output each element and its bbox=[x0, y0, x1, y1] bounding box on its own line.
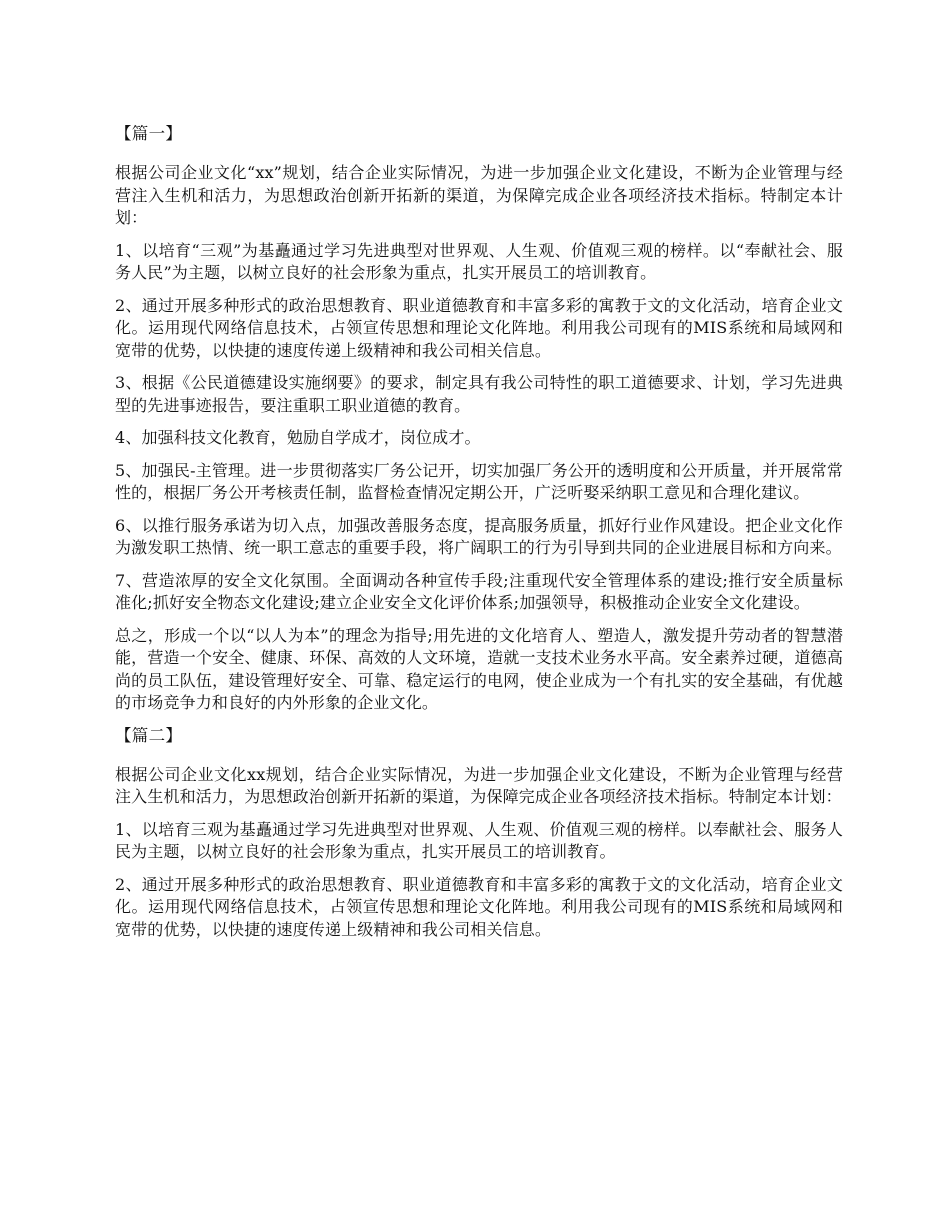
section-1-paragraph-2: 2、通过开展多种形式的政治思想教育、职业道德教育和丰富多彩的寓教于文的文化活动，培育企业文化。运用现代网络信息技术，占领宣传思想和理论文化阵地。利用我公司现有的MIS系统和局域网和宽带的优势，以快捷的速度传递上级精神和我公司相关信息。 bbox=[115, 295, 843, 360]
section-1-paragraph-4: 4、加强科技文化教育，勉励自学成才，岗位成才。 bbox=[115, 428, 481, 447]
section-1-paragraph-3: 3、根据《公民道德建设实施纲要》的要求，制定具有我公司特性的职工道德要求、计划，学习先进典型的先进事迹报告，要注重职工职业道德的教育。 bbox=[115, 373, 843, 415]
section-1-title: 【篇一】 bbox=[115, 124, 183, 143]
section-1-paragraph-intro: 根据公司企业文化“xx”规划，结合企业实际情况，为进一步加强企业文化建设，不断为企业管理与经营注入生机和活力，为思想政治创新开拓新的渠道，为保障完成企业各项经济技术指标。特制定本计划： bbox=[115, 163, 843, 227]
section-1-paragraph-1: 1、以培育“三观”为基矗通过学习先进典型对世界观、人生观、价值观三观的榜样。以“奉献社会、服务人民”为主题，以树立良好的社会形象为重点，扎实开展员工的培训教育。 bbox=[115, 240, 843, 282]
document-page bbox=[115, 123, 843, 951]
section-2-paragraph-intro: 根据公司企业文化xx规划，结合企业实际情况，为进一步加强企业文化建设，不断为企业管理与经营注入生机和活力，为思想政治创新开拓新的渠道，为保障完成企业各项经济技术指标。特制定本计划： bbox=[115, 764, 843, 806]
section-2-title: 【篇二】 bbox=[115, 725, 183, 745]
section-2-paragraph-2: 2、通过开展多种形式的政治思想教育、职业道德教育和丰富多彩的寓教于文的文化活动，培育企业文化。运用现代网络信息技术，占领宣传思想和理论文化阵地。利用我公司现有的MIS系统和局域网和宽带的优势，以快捷的速度传递上级精神和我公司相关信息。 bbox=[115, 874, 843, 939]
section-1-paragraph-6: 6、以推行服务承诺为切入点，加强改善服务态度，提高服务质量，抓好行业作风建设。把企业文化作为激发职工热情、统一职工意志的重要手段，将广阔职工的行为引导到共同的企业进展目标和方向来。 bbox=[115, 515, 843, 557]
section-2-paragraph-1: 1、以培育三观为基矗通过学习先进典型对世界观、人生观、价值观三观的榜样。以奉献社会、服务人民为主题，以树立良好的社会形象为重点，扎实开展员工的培训教育。 bbox=[115, 819, 843, 861]
section-1-paragraph-summary: 总之，形成一个以“以人为本”的理念为指导;用先进的文化培育人、塑造人，激发提升劳动者的智慧潜能，营造一个安全、健康、环保、高效的人文环境，造就一支技术业务水平高。安全素养过硬，道德高尚的员工队伍，建设管理好安全、可靠、稳定运行的电网，使企业成为一个有扎实的安全基础，有优越的市场竞争力和良好的内外形象的企业文化。 bbox=[115, 625, 843, 712]
section-1-paragraph-5: 5、加强民-主管理。进一步贯彻落实厂务公记开，切实加强厂务公开的透明度和公开质量，并开展常常性的，根据厂务公开考核责任制，监督检查情况定期公开，广泛听娶采纳职工意见和合理化建议。 bbox=[115, 460, 843, 502]
section-1-paragraph-7: 7、营造浓厚的安全文化氛围。全面调动各种宣传手段;注重现代安全管理体系的建设;推行安全质量标准化;抓好安全物态文化建设;建立企业安全文化评价体系;加强领导，积极推动企业安全文化建设。 bbox=[115, 570, 843, 612]
